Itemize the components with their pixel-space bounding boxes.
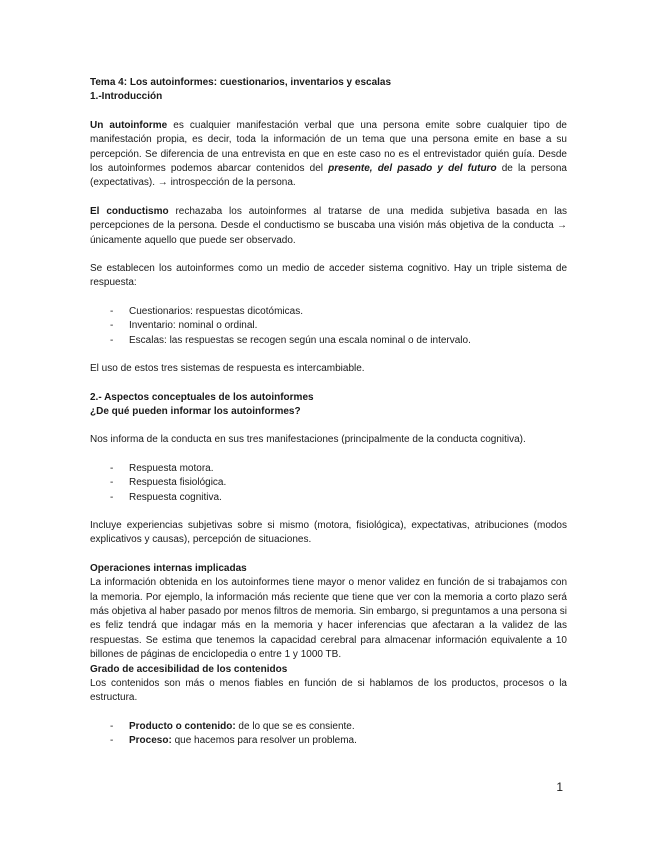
section2-paragraph-1: Nos informa de la conducta en sus tres manifestaciones (principalmente de la conducta cognitiva). <box>90 434 526 446</box>
response-systems-list <box>90 305 567 348</box>
operaciones-paragraph: La información obtenida en los autoinformes tiene mayor o menor validez en función de si trabajamos con la memoria. Por ejemplo, la información más reciente que tiene que ver con la memoria a corto plazo será más objetiva al haber pasado por menos filtros de memoria. Sin embargo, si preguntamos a una persona si es feliz tendrá que indagar más en la memoria y hacer inferencias que afectaran a la validez de las respuestas. Se estima que tenemos la capacidad cerebral para almacenar información equivalente a 10 billones de páginas de enciclopedia o entre 1 y 1000 TB. <box>90 577 567 661</box>
accesibilidad-paragraph: Los contenidos son más o menos fiables en función de si hablamos de los productos, procesos o la estructura. <box>90 678 567 704</box>
list-item: - Escalas: las respuestas se recogen según una escala nominal o de intervalo. <box>110 334 471 346</box>
content-types-list <box>90 720 567 749</box>
section-heading-aspectos: 2.- Aspectos conceptuales de los autoinformes <box>90 391 314 403</box>
emphasis-time: presente, del pasado y del futuro <box>328 163 497 175</box>
subheading-accesibilidad: Grado de accesibilidad de los contenidos <box>90 663 288 675</box>
subheading-operaciones: Operaciones internas implicadas <box>90 562 247 574</box>
page-number: 1 <box>556 780 563 794</box>
list-item: - Inventario: nominal o ordinal. <box>110 320 258 332</box>
section-heading-introduccion: 1.-Introducción <box>90 91 163 103</box>
document-title: Tema 4: Los autoinformes: cuestionarios, inventarios y escalas <box>90 77 392 88</box>
responses-list <box>90 462 567 505</box>
list-item: - Respuesta motora. <box>110 462 214 474</box>
list-item: - Producto o contenido: de lo que se es consiente. <box>110 720 355 732</box>
term-autoinforme: Un autoinforme <box>90 119 168 131</box>
intro-paragraph-2: El conductismo rechazaba los autoinformes al tratarse de una medida subjetiva basada en las percepciones de la persona. Desde el conductismo se buscaba una visión más objetiva de la conducta → únicamente aquello que puede ser observado. <box>90 205 568 246</box>
list-item: - Proceso: que hacemos para resolver un problema. <box>110 735 357 747</box>
section2-paragraph-2: Incluye experiencias subjetivas sobre si mismo (motora, fisiológica), expectativas, atribuciones (modos explicativos y causas), percepción de situaciones. <box>90 519 567 546</box>
list-item: - Respuesta fisiológica. <box>110 477 227 489</box>
intro-paragraph-3: Se establecen los autoinformes como un medio de acceder sistema cognitivo. Hay un triple sistema de respuesta: <box>90 263 567 289</box>
intro-paragraph-1: Un autoinforme es cualquier manifestación verbal que una persona emite sobre cualquier tipo de manifestación propia, es decir, toda la información de un tema que una persona emite en base a su percepción. Se diferencia de una entrevista en que en este caso no es el entrevistador quién guía. Desde los autoinformes podemos abarcar contenidos del presente, del pasado y del futuro de la persona (expectativas). → introspección de la persona. <box>90 119 567 189</box>
list-item: - Respuesta cognitiva. <box>110 491 222 503</box>
term-conductismo: El conductismo <box>90 205 169 217</box>
list-item: - Cuestionarios: respuestas dicotómicas. <box>110 305 303 317</box>
section-question: ¿De qué pueden informar los autoinformes? <box>90 405 301 417</box>
intro-paragraph-4: El uso de estos tres sistemas de respuesta es intercambiable. <box>90 363 365 375</box>
